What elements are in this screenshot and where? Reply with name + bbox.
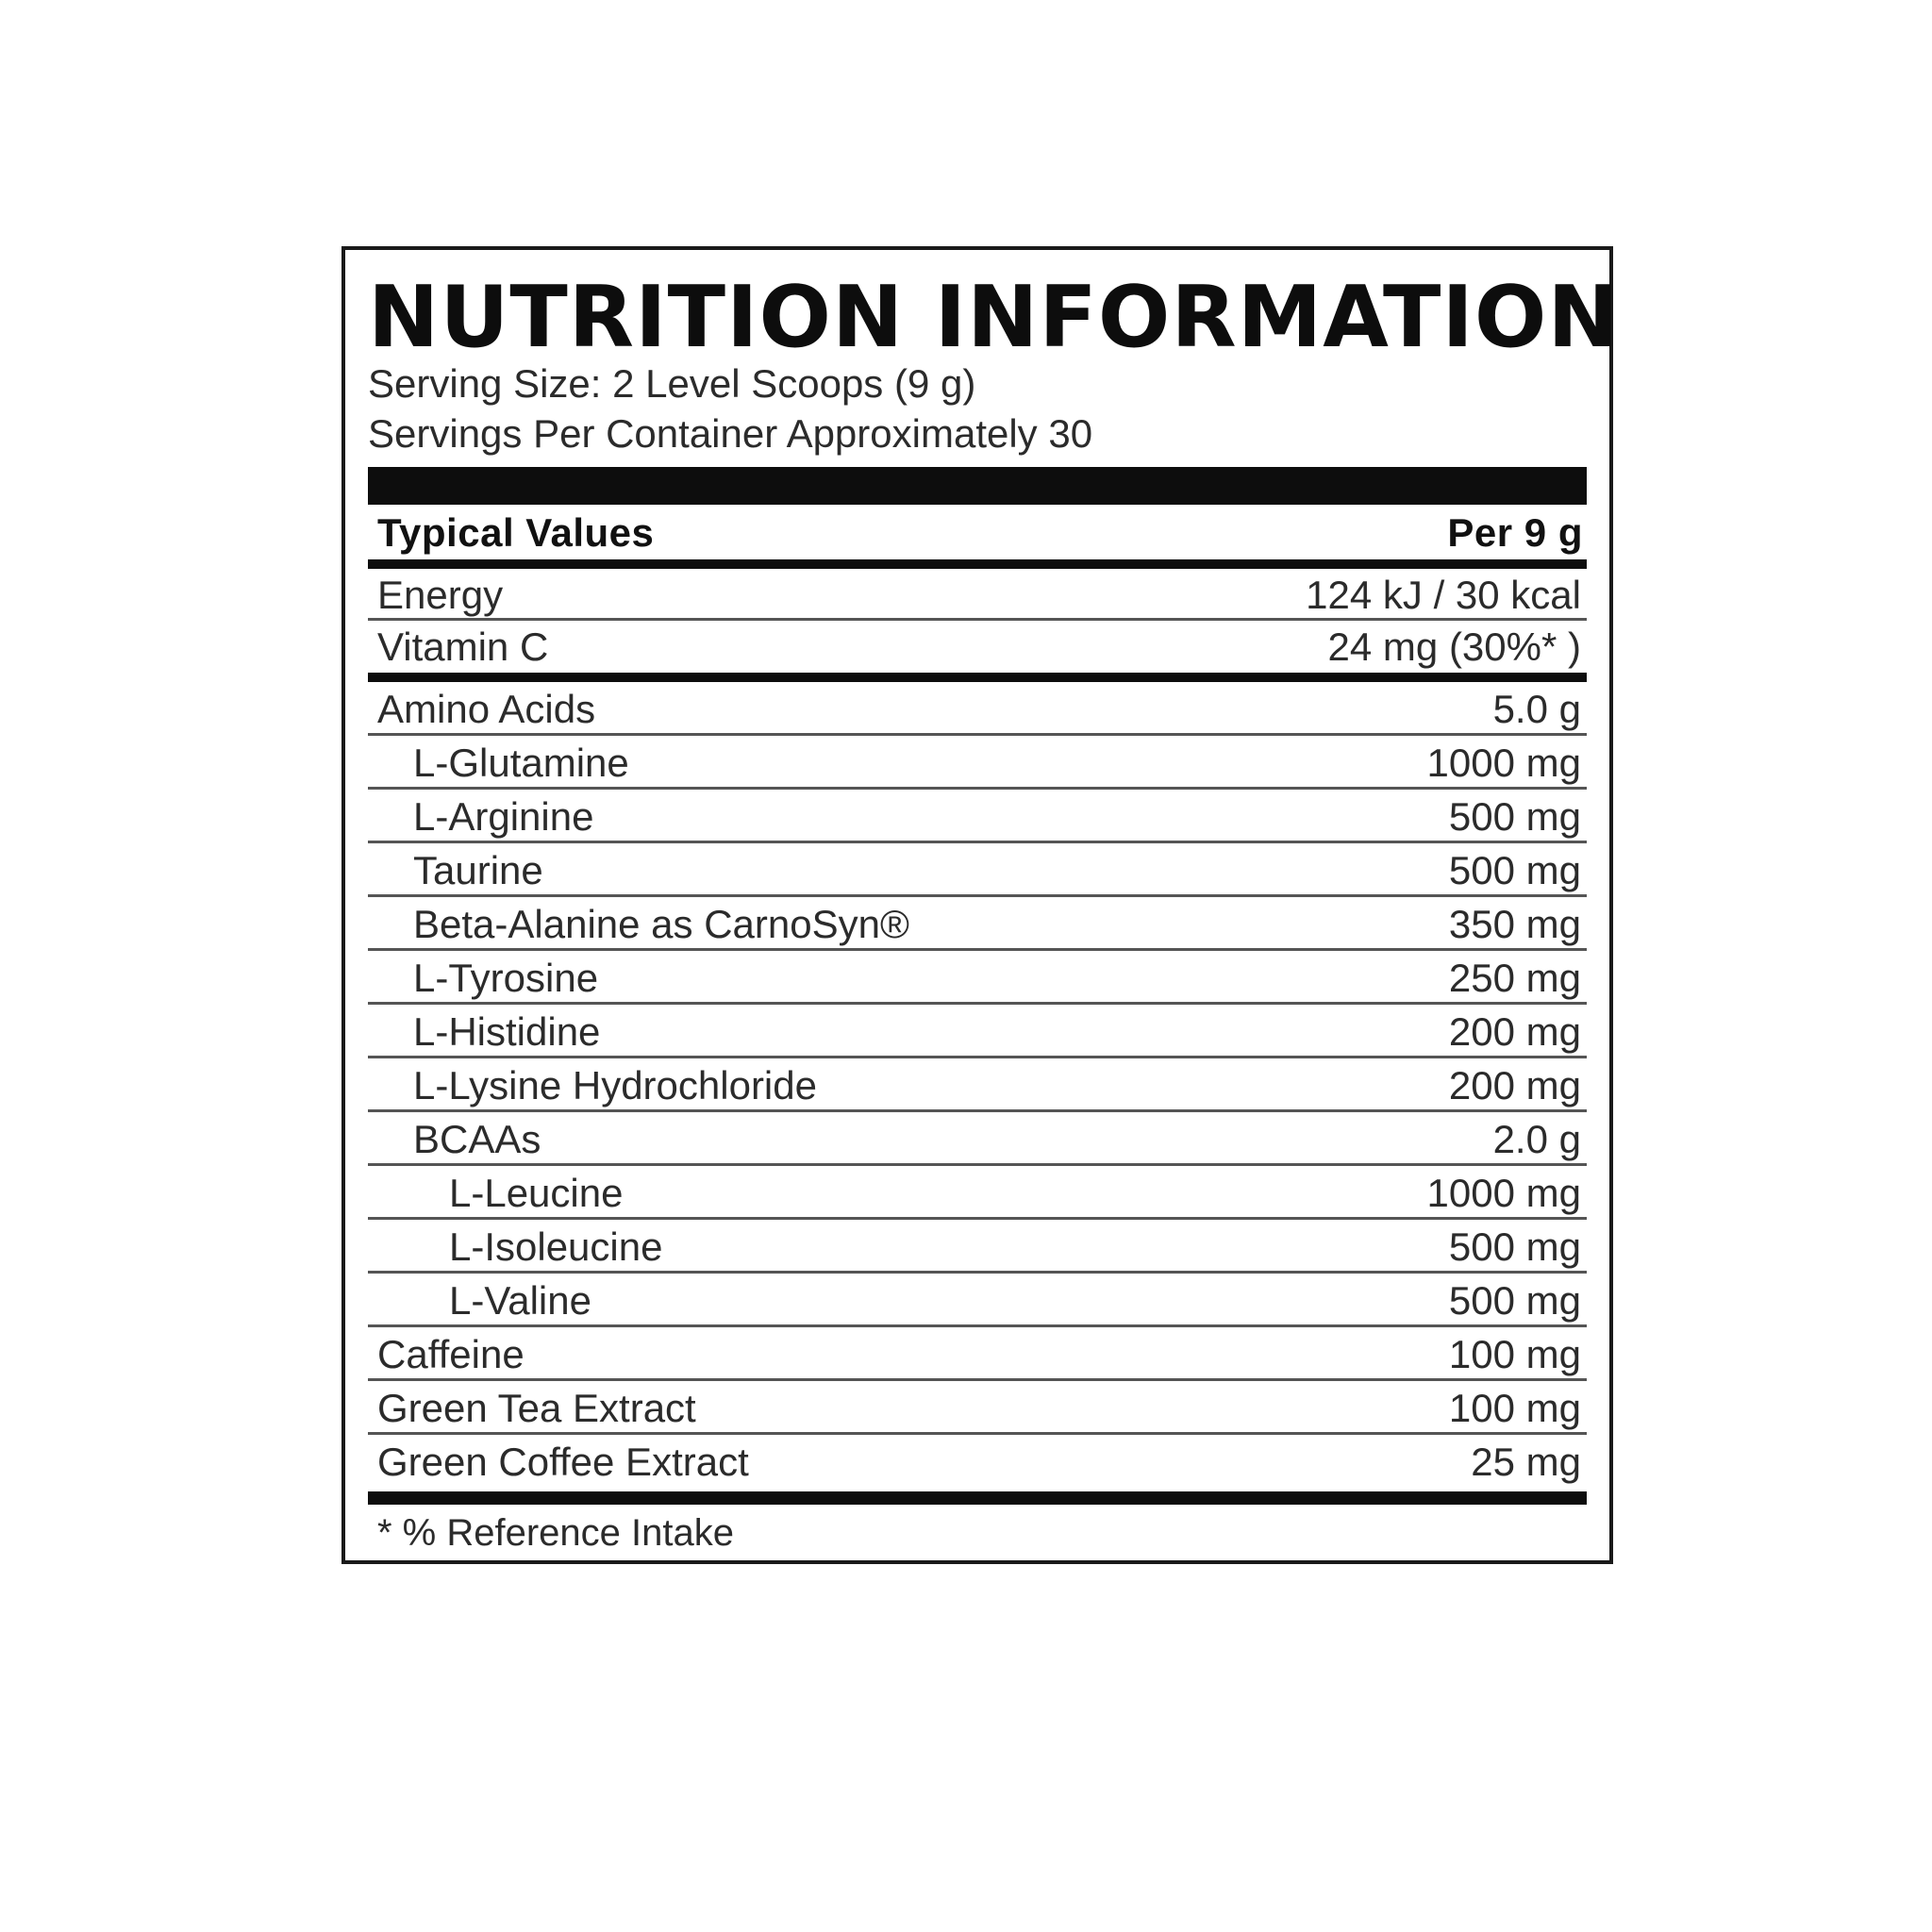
table-header [368,507,1587,559]
row-name: Vitamin C [377,625,549,669]
row-value: 25 mg [1471,1440,1581,1484]
row-name: Caffeine [377,1332,525,1376]
table-row [368,1166,1587,1220]
row-name: L-Isoleucine [449,1224,663,1269]
reference-intake-footnote: * % Reference Intake [377,1512,734,1554]
serving-size: Serving Size: 2 Level Scoops (9 g) [368,361,976,406]
row-value: 250 mg [1448,956,1581,1000]
table-row [368,736,1587,790]
table-row [368,1220,1587,1274]
table-row [368,1058,1587,1112]
row-name: BCAAs [413,1117,541,1161]
table-row [368,843,1587,897]
table-row [368,951,1587,1005]
nutrition-label-content [368,250,1620,1560]
header-divider [368,559,1587,569]
row-value: 100 mg [1448,1386,1581,1430]
row-name: L-Lysine Hydrochloride [413,1063,817,1108]
row-name: L-Leucine [449,1171,624,1215]
table-row [368,621,1587,673]
row-name: L-Tyrosine [413,956,599,1000]
footer-divider [368,1491,1587,1505]
table-row [368,1381,1587,1435]
row-value: 500 mg [1448,794,1581,839]
row-value: 5.0 g [1492,687,1581,731]
nutrition-label [341,246,1620,1564]
table-row [368,682,1587,736]
row-name: Amino Acids [377,687,596,731]
servings-per-container: Servings Per Container Approximately 30 [368,411,1093,456]
table-row [368,790,1587,843]
row-name: L-Glutamine [413,741,629,785]
table-row [368,1005,1587,1058]
row-value: 24 mg (30%* ) [1327,625,1581,669]
table-row [368,1327,1587,1381]
row-value: 100 mg [1448,1332,1581,1376]
label-title: NUTRITION INFORMATION [368,268,1620,367]
row-name: Green Tea Extract [377,1386,696,1430]
energy-section-divider [368,673,1587,682]
row-name: Taurine [413,848,543,892]
table-row [368,569,1587,621]
row-value: 1000 mg [1426,1171,1581,1215]
row-name: L-Valine [449,1278,591,1323]
row-name: L-Arginine [413,794,594,839]
row-name: Energy [377,573,504,617]
row-value: 350 mg [1448,902,1581,946]
row-value: 124 kJ / 30 kcal [1306,573,1581,617]
row-value: 1000 mg [1426,741,1581,785]
header-per-serving: Per 9 g [1447,510,1583,555]
row-value: 500 mg [1448,1224,1581,1269]
table-row [368,1435,1587,1489]
row-name: L-Histidine [413,1009,601,1054]
section-divider-top [368,467,1587,505]
row-value: 500 mg [1448,848,1581,892]
table-row [368,897,1587,951]
table-row [368,1274,1587,1327]
row-name: Beta-Alanine as CarnoSyn® [413,902,909,946]
row-value: 200 mg [1448,1009,1581,1054]
table-row [368,1112,1587,1166]
row-value: 2.0 g [1492,1117,1581,1161]
row-value: 200 mg [1448,1063,1581,1108]
header-typical-values: Typical Values [377,510,655,555]
row-value: 500 mg [1448,1278,1581,1323]
row-name: Green Coffee Extract [377,1440,749,1484]
